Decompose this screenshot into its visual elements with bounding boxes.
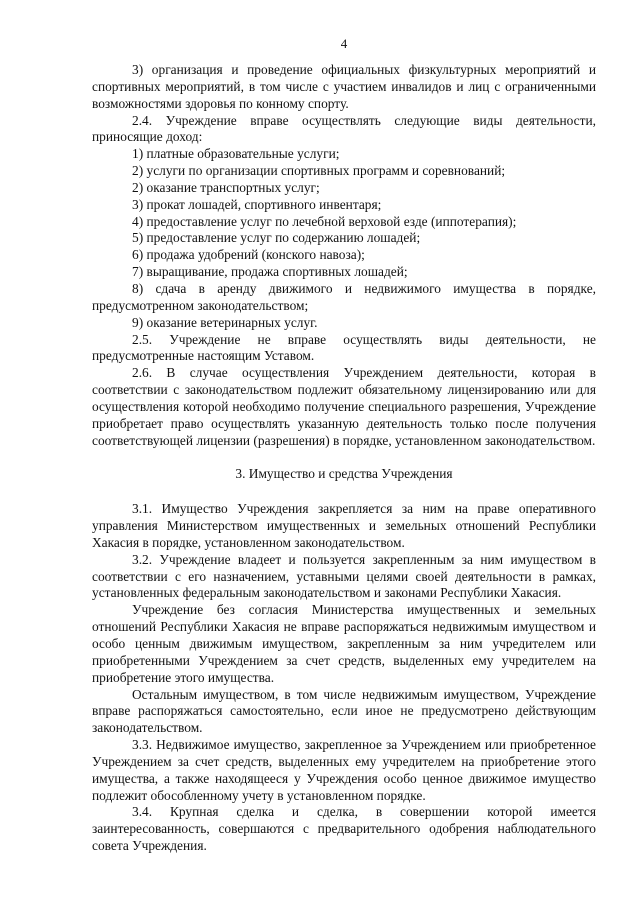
- paragraph-2-4: 2.4. Учреждение вправе осуществлять следующие виды деятельности, приносящие доход:: [92, 112, 596, 145]
- paragraph-3-4: 3.4. Крупная сделка и сделка, в совершении которой имеется заинтересованность, совершаются с предварительного одобрения наблюдательного совета Учреждения.: [92, 804, 596, 854]
- section-heading: 3. Имущество и средства Учреждения: [235, 466, 453, 482]
- paragraph-3-2-other-property: Остальным имуществом, в том числе недвижимым имуществом, Учреждение вправе распоряжаться самостоятельно, если иное не предусмотрено действующим законодательством.: [92, 686, 596, 736]
- list-item: 7) выращивание, продажа спортивных лошадей;: [132, 264, 408, 280]
- list-item: 9) оказание ветеринарных услуг.: [132, 314, 318, 330]
- paragraph-3-2: 3.2. Учреждение владеет и пользуется закрепленным за ним имуществом в соответствии с его назначением, уставными целями своей деятельности в рамках, установленных федеральным законодательством и законами Республики Хакасия.: [92, 551, 596, 601]
- page-number: 4: [340, 36, 348, 51]
- paragraph-2-6: 2.6. В случае осуществления Учреждением деятельности, которая в соответствии с законодательством подлежит обязательному лицензированию или для осуществления которой необходимо получение специального разрешения, Учреждение приобретает право осуществлять указанную деятельность только после получения соответствующей лицензии (разрешения) в порядке, установленном законодательством.: [92, 365, 596, 448]
- list-item: 6) продажа удобрений (конского навоза);: [132, 247, 365, 263]
- paragraph-3-3: 3.3. Недвижимое имущество, закрепленное за Учреждением или приобретенное Учреждением за счет средств, выделенных ему учредителем на приобретение этого имущества, а также находящееся у Учреждения особо ценное движимое имущество подлежит обособленному учету в установленном порядке.: [92, 737, 596, 803]
- list-item: 1) платные образовательные услуги;: [132, 146, 340, 162]
- paragraph-3-1: 3.1. Имущество Учреждения закрепляется за ним на праве оперативного управления Министерством имущественных и земельных отношений Республики Хакасия в порядке, установленном законодательством.: [92, 501, 596, 550]
- list-item: 5) предоставление услуг по содержанию лошадей;: [132, 230, 421, 246]
- list-item: 3) прокат лошадей, спортивного инвентаря;: [132, 196, 382, 212]
- list-item: 2) оказание транспортных услуг;: [132, 179, 320, 195]
- list-item: 2) услуги по организации спортивных программ и соревнований;: [132, 163, 506, 179]
- paragraph-2-5: 2.5. Учреждение не вправе осуществлять виды деятельности, не предусмотренные настоящим Уставом.: [92, 331, 596, 364]
- list-item: 4) предоставление услуг по лечебной верховой езде (иппотерапия);: [132, 213, 517, 229]
- paragraph-3-2-consent: Учреждение без согласия Министерства имущественных и земельных отношений Республики Хакасия не вправе распоряжаться недвижимым имуществом и особо ценным движимым имуществом, закрепленным за ним учредителем или приобретенными Учреждением за счет средств, выделенных ему учредителем на приобретение этого имущества.: [92, 602, 596, 685]
- list-item: 8) сдача в аренду движимого и недвижимого имущества в порядке, предусмотренном законодательством;: [92, 280, 596, 313]
- paragraph-2-3-item-3: 3) организация и проведение официальных физкультурных мероприятий и спортивных мероприятий, в том числе с участием инвалидов и лиц с ограниченными возможностями здоровья по конному спорту.: [92, 62, 596, 111]
